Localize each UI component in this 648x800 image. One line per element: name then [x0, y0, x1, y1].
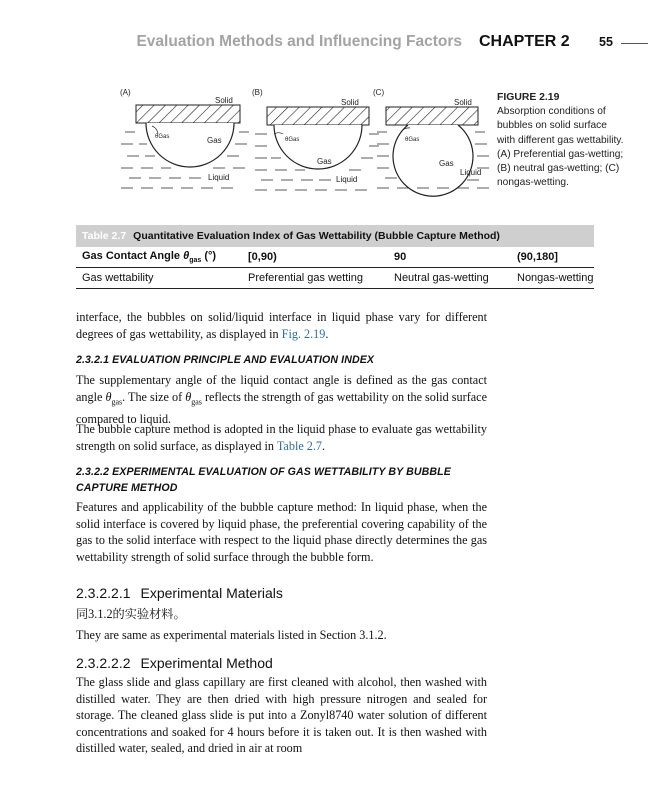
section-heading-2-3-2-1: 2.3.2.1 EVALUATION PRINCIPLE AND EVALUATION INDEX [76, 354, 375, 366]
panel-c-gas-label: Gas [439, 159, 454, 168]
paragraph-2: The supplementary angle of the liquid contact angle is defined as the gas contact angle $\theta_{gas}$. The size of $\theta_{gas}$ reflects the strength of gas wettability on the solid surface compared to liquid. [76, 373, 487, 426]
figure-caption-label: FIGURE 2.19 [497, 92, 560, 103]
figure-caption [497, 91, 627, 190]
subsection-heading-materials [76, 585, 283, 601]
chapter-label: CHAPTER 2 [479, 33, 570, 50]
paragraph-1: interface, the bubbles on solid/liquid interface in liquid phase vary for different degrees of gas wettability, as displayed in Fig. 2.19. [76, 310, 487, 341]
table-link[interactable]: Table 2.7 [276, 438, 323, 453]
paragraph-5: They are same as experimental materials listed in Section 3.1.2. [76, 628, 387, 642]
header-cell-range-1: [0,90) [242, 247, 388, 268]
panel-a-label: (A) [120, 88, 131, 97]
subsection-number: 2.3.2.2.1 [76, 585, 131, 601]
panel-c-solid [386, 107, 478, 125]
subsection-heading-method [76, 655, 273, 671]
panel-b-liquid-label: Liquid [336, 175, 358, 184]
paragraph-3: The bubble capture method is adopted in the liquid phase to evaluate gas wettability strength on solid surface, as displayed in Table 2.7. [76, 422, 487, 453]
table-2-7 [76, 225, 594, 289]
subsection-title: Experimental Method [140, 655, 273, 671]
paragraph-6: The glass slide and glass capillary are first cleaned with alcohol, then washed with distilled water. They are then dried with high pressure nitrogen and sealed for storage. The cleaned glass slide is put into a Zonyl8740 water solution of different concentrations and soaked for 4 hours before it is taken out. It is then washed with distilled water, sealed, and dried in air at room [76, 675, 487, 756]
running-title: Evaluation Methods and Influencing Factors [136, 33, 462, 50]
panel-c-label: (C) [373, 88, 385, 97]
panel-c-solid-label: Solid [454, 98, 472, 107]
page-number: 55 [599, 35, 613, 49]
table-title-bar [76, 225, 594, 247]
panel-a-solid-label: Solid [215, 96, 233, 105]
figure-2-19 [105, 86, 495, 204]
panel-b-label: (B) [252, 88, 263, 97]
panel-b-solid [267, 107, 369, 125]
row-cell-neutral: Neutral gas-wetting [388, 268, 511, 289]
chinese-text-line: 同3.1.2的实验材料。 [76, 607, 186, 621]
panel-b-solid-label: Solid [341, 98, 359, 107]
row-cell-preferential: Preferential gas wetting [242, 268, 388, 289]
panel-c-bubble [393, 125, 473, 196]
panel-a-liquid-label: Liquid [208, 173, 230, 182]
panel-c-liquid-label: Liquid [460, 168, 482, 177]
figure-link[interactable]: Fig. 2.19 [281, 326, 326, 341]
panel-a [120, 88, 249, 188]
subsection-title: Experimental Materials [140, 585, 283, 601]
panel-b [252, 88, 379, 190]
bubble-diagram [105, 86, 495, 204]
header-cell-angle: Gas Contact Angle $\theta_{gas}$ (°) [76, 247, 242, 268]
table-row [76, 268, 594, 289]
table-header-row [76, 247, 594, 268]
panel-c-angle-label: θGas [405, 137, 420, 143]
row-cell-label: Gas wettability [76, 268, 242, 289]
row-cell-nongas: Nongas-wetting [511, 268, 594, 289]
header-rule [621, 43, 648, 44]
table-title: Quantitative Evaluation Index of Gas Wettability (Bubble Capture Method) [133, 230, 500, 242]
subsection-number: 2.3.2.2.2 [76, 655, 131, 671]
paragraph-4: Features and applicability of the bubble capture method: In liquid phase, when the solid interface is covered by liquid phase, the preferential covering capability of the gas to the solid interface with respect to the liquid phase directly determines the gas wettability strength of solid surface through the bubble form. [76, 500, 487, 564]
section-heading-2-3-2-2: 2.3.2.2 EXPERIMENTAL EVALUATION OF GAS WETTABILITY BY BUBBLE CAPTURE METHOD [76, 466, 451, 494]
panel-a-solid [136, 105, 240, 123]
panel-b-gas-label: Gas [317, 157, 332, 166]
table-grid [76, 247, 594, 289]
header-cell-range-3: (90,180] [511, 247, 594, 268]
panel-a-bubble [146, 123, 234, 167]
panel-b-angle-label: θGas [285, 137, 300, 143]
running-header [0, 33, 648, 53]
figure-caption-text: Absorption conditions of bubbles on solid surface with different gas wettability. (A) Preferential gas-wetting; (B) neutral gas-wetting; (C) nongas-wetting. [497, 106, 624, 189]
header-cell-range-2: 90 [388, 247, 511, 268]
panel-c [373, 88, 489, 196]
panel-a-angle-label: θGas [155, 134, 170, 140]
panel-a-gas-label: Gas [207, 136, 222, 145]
table-number: Table 2.7 [82, 230, 127, 242]
